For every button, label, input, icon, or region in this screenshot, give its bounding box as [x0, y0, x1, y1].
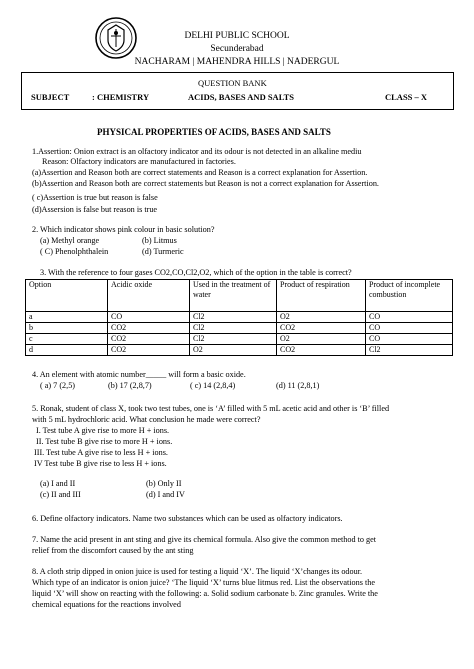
q1-option-c: ( c)Assertion is true but reason is false [32, 193, 158, 202]
subject-label: SUBJECT [31, 92, 70, 102]
q8-line-3: liquid ‘X’ will show on reacting with the following: a. Solid sodium carbonate b. Zinc granules. Write the [32, 589, 378, 598]
q5-statement-iii: III. Test tube A give rise to less H + ions. [34, 448, 168, 457]
q3-options-table [25, 279, 453, 356]
class-label: CLASS – X [385, 92, 428, 102]
q1-option-b: (b)Assertion and Reason both are correct statements but Reason is not a correct explanation for Assertion. [32, 179, 379, 188]
school-branches: NACHARAM | MAHENDRA HILLS | NADERGUL [134, 57, 340, 67]
table-cell: CO2 [108, 323, 190, 334]
q5-option-a: (a) I and II [40, 479, 76, 488]
table-cell: CO2 [108, 334, 190, 345]
q5-line-1: 5. Ronak, student of class X, took two test tubes, one is ‘A’ filled with 5 mL acetic acid and other is ‘B’ filled [32, 404, 390, 413]
table-cell: O2 [277, 334, 366, 345]
q2-option-c: ( C) Phenolphthalein [40, 247, 109, 256]
q4-option-d: (d) 11 (2,8,1) [276, 381, 320, 390]
q5-statement-ii: II. Test tube B give rise to more H + ions. [36, 437, 173, 446]
q1-reason: Reason: Olfactory indicators are manufactured in factories. [42, 157, 236, 166]
table-cell: CO [366, 334, 453, 345]
q4-option-c: ( c) 14 (2,8,4) [190, 381, 236, 390]
q2-option-b: (b) Litmus [142, 236, 177, 245]
q6-stem: 6. Define olfactory indicators. Name two substances which can be used as olfactory indicators. [32, 514, 343, 523]
table-cell: Cl2 [190, 312, 277, 323]
table-cell: Cl2 [190, 334, 277, 345]
table-row [26, 323, 453, 334]
section-title: PHYSICAL PROPERTIES OF ACIDS, BASES AND SALTS [97, 127, 331, 137]
table-cell: CO2 [277, 345, 366, 356]
q3-stem: 3. With the reference to four gases CO2,CO,Cl2,O2, which of the option in the table is correct? [40, 268, 352, 277]
q7-line-1: 7. Name the acid present in ant sting and give its chemical formula. Also give the common method to get [32, 535, 377, 544]
table-header-cell: Product of incomplete combustion [366, 280, 453, 312]
q5-option-d: (d) I and IV [146, 490, 185, 499]
q5-option-b: (b) Only II [146, 479, 182, 488]
q5-option-c: (c) II and III [40, 490, 81, 499]
q5-statement-iv: IV Test tube B give rise to less H + ions. [34, 459, 167, 468]
q8-line-1: 8. A cloth strip dipped in onion juice is used for testing a liquid ‘X’. The liquid ‘X’changes its odour. [32, 567, 363, 576]
topic-title: ACIDS, BASES AND SALTS [188, 92, 294, 102]
q2-stem: 2. Which indicator shows pink colour in basic solution? [32, 225, 215, 234]
q4-option-a: ( a) 7 (2,5) [40, 381, 76, 390]
q4-option-b: (b) 17 (2,8,7) [108, 381, 152, 390]
q1-option-a: (a)Assertion and Reason both are correct statements and Reason is a correct explanation for Assertion. [32, 168, 368, 177]
table-cell: O2 [190, 345, 277, 356]
table-cell: CO [366, 312, 453, 323]
q2-option-a: (a) Methyl orange [40, 236, 100, 245]
table-cell: CO [108, 312, 190, 323]
table-cell: d [26, 345, 108, 356]
q7-line-2: relief from the discomfort caused by the ant sting [32, 546, 194, 555]
question-bank-title: QUESTION BANK [198, 78, 267, 88]
table-header-cell: Acidic oxide [108, 280, 190, 312]
table-cell: a [26, 312, 108, 323]
q4-stem: 4. An element with atomic number_____ will form a basic oxide. [32, 370, 246, 379]
q8-line-4: chemical equations for the reactions involved [32, 600, 181, 609]
table-header-row [26, 280, 453, 312]
table-row [26, 345, 453, 356]
table-cell: Cl2 [190, 323, 277, 334]
table-cell: Cl2 [366, 345, 453, 356]
table-cell: c [26, 334, 108, 345]
q5-statement-i: I. Test tube A give rise to more H + ions. [36, 426, 170, 435]
q2-option-d: (d) Turmeric [142, 247, 184, 256]
q5-line-2: with 5 mL hydrochloric acid. What conclusion he made were correct? [32, 415, 261, 424]
subject-value: : CHEMISTRY [92, 92, 150, 102]
table-cell: CO2 [277, 323, 366, 334]
table-cell: O2 [277, 312, 366, 323]
table-row [26, 312, 453, 323]
table-cell: CO [366, 323, 453, 334]
school-city: Secunderabad [210, 44, 264, 54]
q1-option-d: (d)Assersion is false but reason is true [32, 205, 158, 214]
q1-assertion: 1.Assertion: Onion extract is an olfactory indicator and its odour is not detected in an alkaline mediu [32, 147, 362, 156]
table-cell: b [26, 323, 108, 334]
table-header-cell: Product of respiration [277, 280, 366, 312]
table-row [26, 334, 453, 345]
table-header-cell: Option [26, 280, 108, 312]
table-cell: CO2 [108, 345, 190, 356]
q8-line-2: Which type of an indicator is onion juice? ‘The liquid ‘X’ turns blue litmus red. List the observations the [32, 578, 375, 587]
table-header-cell: Used in the treatment of water [190, 280, 277, 312]
school-name: DELHI PUBLIC SCHOOL [184, 31, 290, 41]
